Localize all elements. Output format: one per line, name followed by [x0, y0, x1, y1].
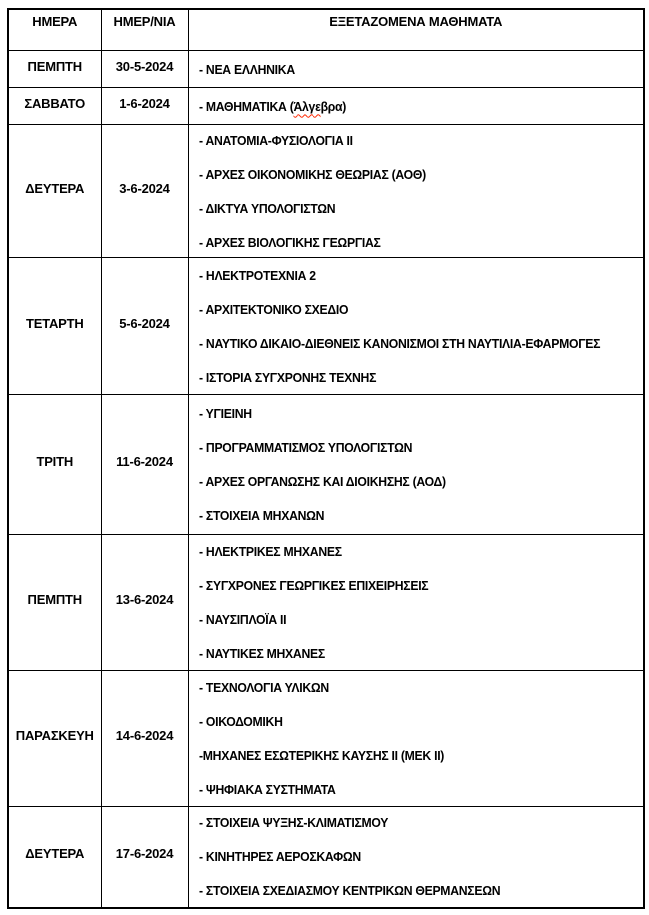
subject-item: - ΣΤΟΙΧΕΙΑ ΣΧΕΔΙΑΣΜΟΥ ΚΕΝΤΡΙΚΩΝ ΘΕΡΜΑΝΣΕΩΝ [198, 883, 500, 899]
subject-item: - ΤΕΧΝΟΛΟΓΙΑ ΥΛΙΚΩΝ [198, 680, 329, 695]
subject-item: - ΙΣΤΟΡΙΑ ΣΥΓΧΡΟΝΗΣ ΤΕΧΝΗΣ [198, 369, 376, 385]
subject-item: - ΗΛΕΚΤΡΙΚΕΣ ΜΗΧΑΝΕΣ [198, 544, 342, 559]
subject-item: - ΑΡΧΕΣ ΟΙΚΟΝΟΜΙΚΗΣ ΘΕΩΡΙΑΣ (ΑΟΘ) [198, 166, 426, 182]
subjects-cell [188, 125, 644, 258]
subject-item: - ΝΕΑ ΕΛΛΗΝΙΚΑ [198, 61, 295, 77]
subjects-cell [188, 51, 644, 88]
header-row [8, 9, 644, 51]
date-cell: 30-5-2024 [101, 51, 188, 88]
subject-item: - ΝΑΥΣΙΠΛΟΪΑ ΙΙ [198, 612, 286, 627]
day-cell: ΤΡΙΤΗ [8, 395, 101, 535]
day-cell: ΣΑΒΒΑΤΟ [8, 88, 101, 125]
day-cell: ΠΕΜΠΤΗ [8, 51, 101, 88]
table-row [8, 535, 644, 671]
subject-item: - ΥΓΙΕΙΝΗ [198, 406, 252, 421]
subject-item: - ΣΤΟΙΧΕΙΑ ΜΗΧΑΝΩΝ [198, 508, 324, 523]
table-row [8, 807, 644, 908]
subjects-cell [188, 671, 644, 807]
date-cell: 14-6-2024 [101, 671, 188, 807]
subject-item: -ΜΗΧΑΝΕΣ ΕΣΩΤΕΡΙΚΗΣ ΚΑΥΣΗΣ ΙΙ (ΜΕΚ ΙΙ) [198, 748, 444, 763]
subject-text: βρα) [320, 98, 346, 114]
subject-item: - ΝΑΥΤΙΚΕΣ ΜΗΧΑΝΕΣ [198, 646, 325, 661]
subject-item: - ΑΡΧΙΤΕΚΤΟΝΙΚΟ ΣΧΕΔΙΟ [198, 301, 348, 317]
date-cell: 1-6-2024 [101, 88, 188, 125]
date-cell: 11-6-2024 [101, 395, 188, 535]
subject-item: - ΨΗΦΙΑΚΑ ΣΥΣΤΗΜΑΤΑ [198, 782, 336, 797]
date-cell: 13-6-2024 [101, 535, 188, 671]
subject-item [199, 99, 611, 114]
subject-item: - ΗΛΕΚΤΡΟΤΕΧΝΙΑ 2 [198, 267, 316, 283]
date-cell: 17-6-2024 [101, 807, 188, 908]
subject-item: - ΔΙΚΤΥΑ ΥΠΟΛΟΓΙΣΤΩΝ [198, 200, 335, 216]
day-cell: ΔΕΥΤΕΡΑ [8, 125, 101, 258]
date-cell: 5-6-2024 [101, 258, 188, 395]
day-cell: ΠΑΡΑΣΚΕΥΗ [8, 671, 101, 807]
table-row [8, 51, 644, 88]
column-header-date: ΗΜΕΡ/ΝΙΑ [101, 9, 188, 51]
day-cell: ΠΕΜΠΤΗ [8, 535, 101, 671]
table-row [8, 395, 644, 535]
spellcheck-underlined-text: Άλγε [292, 98, 321, 114]
table-row [8, 258, 644, 395]
subject-item: - ΑΝΑΤΟΜΙΑ-ΦΥΣΙΟΛΟΓΙΑ ΙΙ [198, 132, 353, 148]
subject-item: - ΟΙΚΟΔΟΜΙΚΗ [198, 714, 283, 729]
subject-item: - ΑΡΧΕΣ ΟΡΓΑΝΩΣΗΣ ΚΑΙ ΔΙΟΙΚΗΣΗΣ (ΑΟΔ) [198, 474, 446, 489]
table-row [8, 88, 644, 125]
table-row [8, 125, 644, 258]
subject-item: - ΚΙΝΗΤΗΡΕΣ ΑΕΡΟΣΚΑΦΩΝ [198, 849, 361, 865]
subject-item: - ΣΥΓΧΡΟΝΕΣ ΓΕΩΡΓΙΚΕΣ ΕΠΙΧΕΙΡΗΣΕΙΣ [198, 578, 428, 593]
exam-schedule-table [7, 8, 645, 909]
subjects-cell [188, 535, 644, 671]
subject-item: - ΑΡΧΕΣ ΒΙΟΛΟΓΙΚΗΣ ΓΕΩΡΓΙΑΣ [198, 234, 381, 250]
date-cell: 3-6-2024 [101, 125, 188, 258]
subjects-cell [188, 395, 644, 535]
schedule-body [8, 51, 644, 908]
subject-item: - ΠΡΟΓΡΑΜΜΑΤΙΣΜΟΣ ΥΠΟΛΟΓΙΣΤΩΝ [198, 440, 412, 455]
subject-text: - ΜΑΘΗΜΑΤΙΚΑ ( [198, 98, 293, 114]
day-cell: ΔΕΥΤΕΡΑ [8, 807, 101, 908]
column-header-day: ΗΜΕΡΑ [8, 9, 101, 51]
subjects-cell [188, 258, 644, 395]
column-header-subjects: ΕΞΕΤΑΖΟΜΕΝΑ ΜΑΘΗΜΑΤΑ [188, 9, 644, 51]
day-cell: ΤΕΤΑΡΤΗ [8, 258, 101, 395]
subjects-cell [188, 807, 644, 908]
subjects-cell [188, 88, 644, 125]
subject-item: - ΝΑΥΤΙΚΟ ΔΙΚΑΙΟ-ΔΙΕΘΝΕΙΣ ΚΑΝΟΝΙΣΜΟΙ ΣΤΗ ΝΑΥΤΙΛΙΑ-ΕΦΑΡΜΟΓΕΣ [198, 335, 600, 351]
table-row [8, 671, 644, 807]
subject-item: - ΣΤΟΙΧΕΙΑ ΨΥΞΗΣ-ΚΛΙΜΑΤΙΣΜΟΥ [198, 815, 388, 831]
